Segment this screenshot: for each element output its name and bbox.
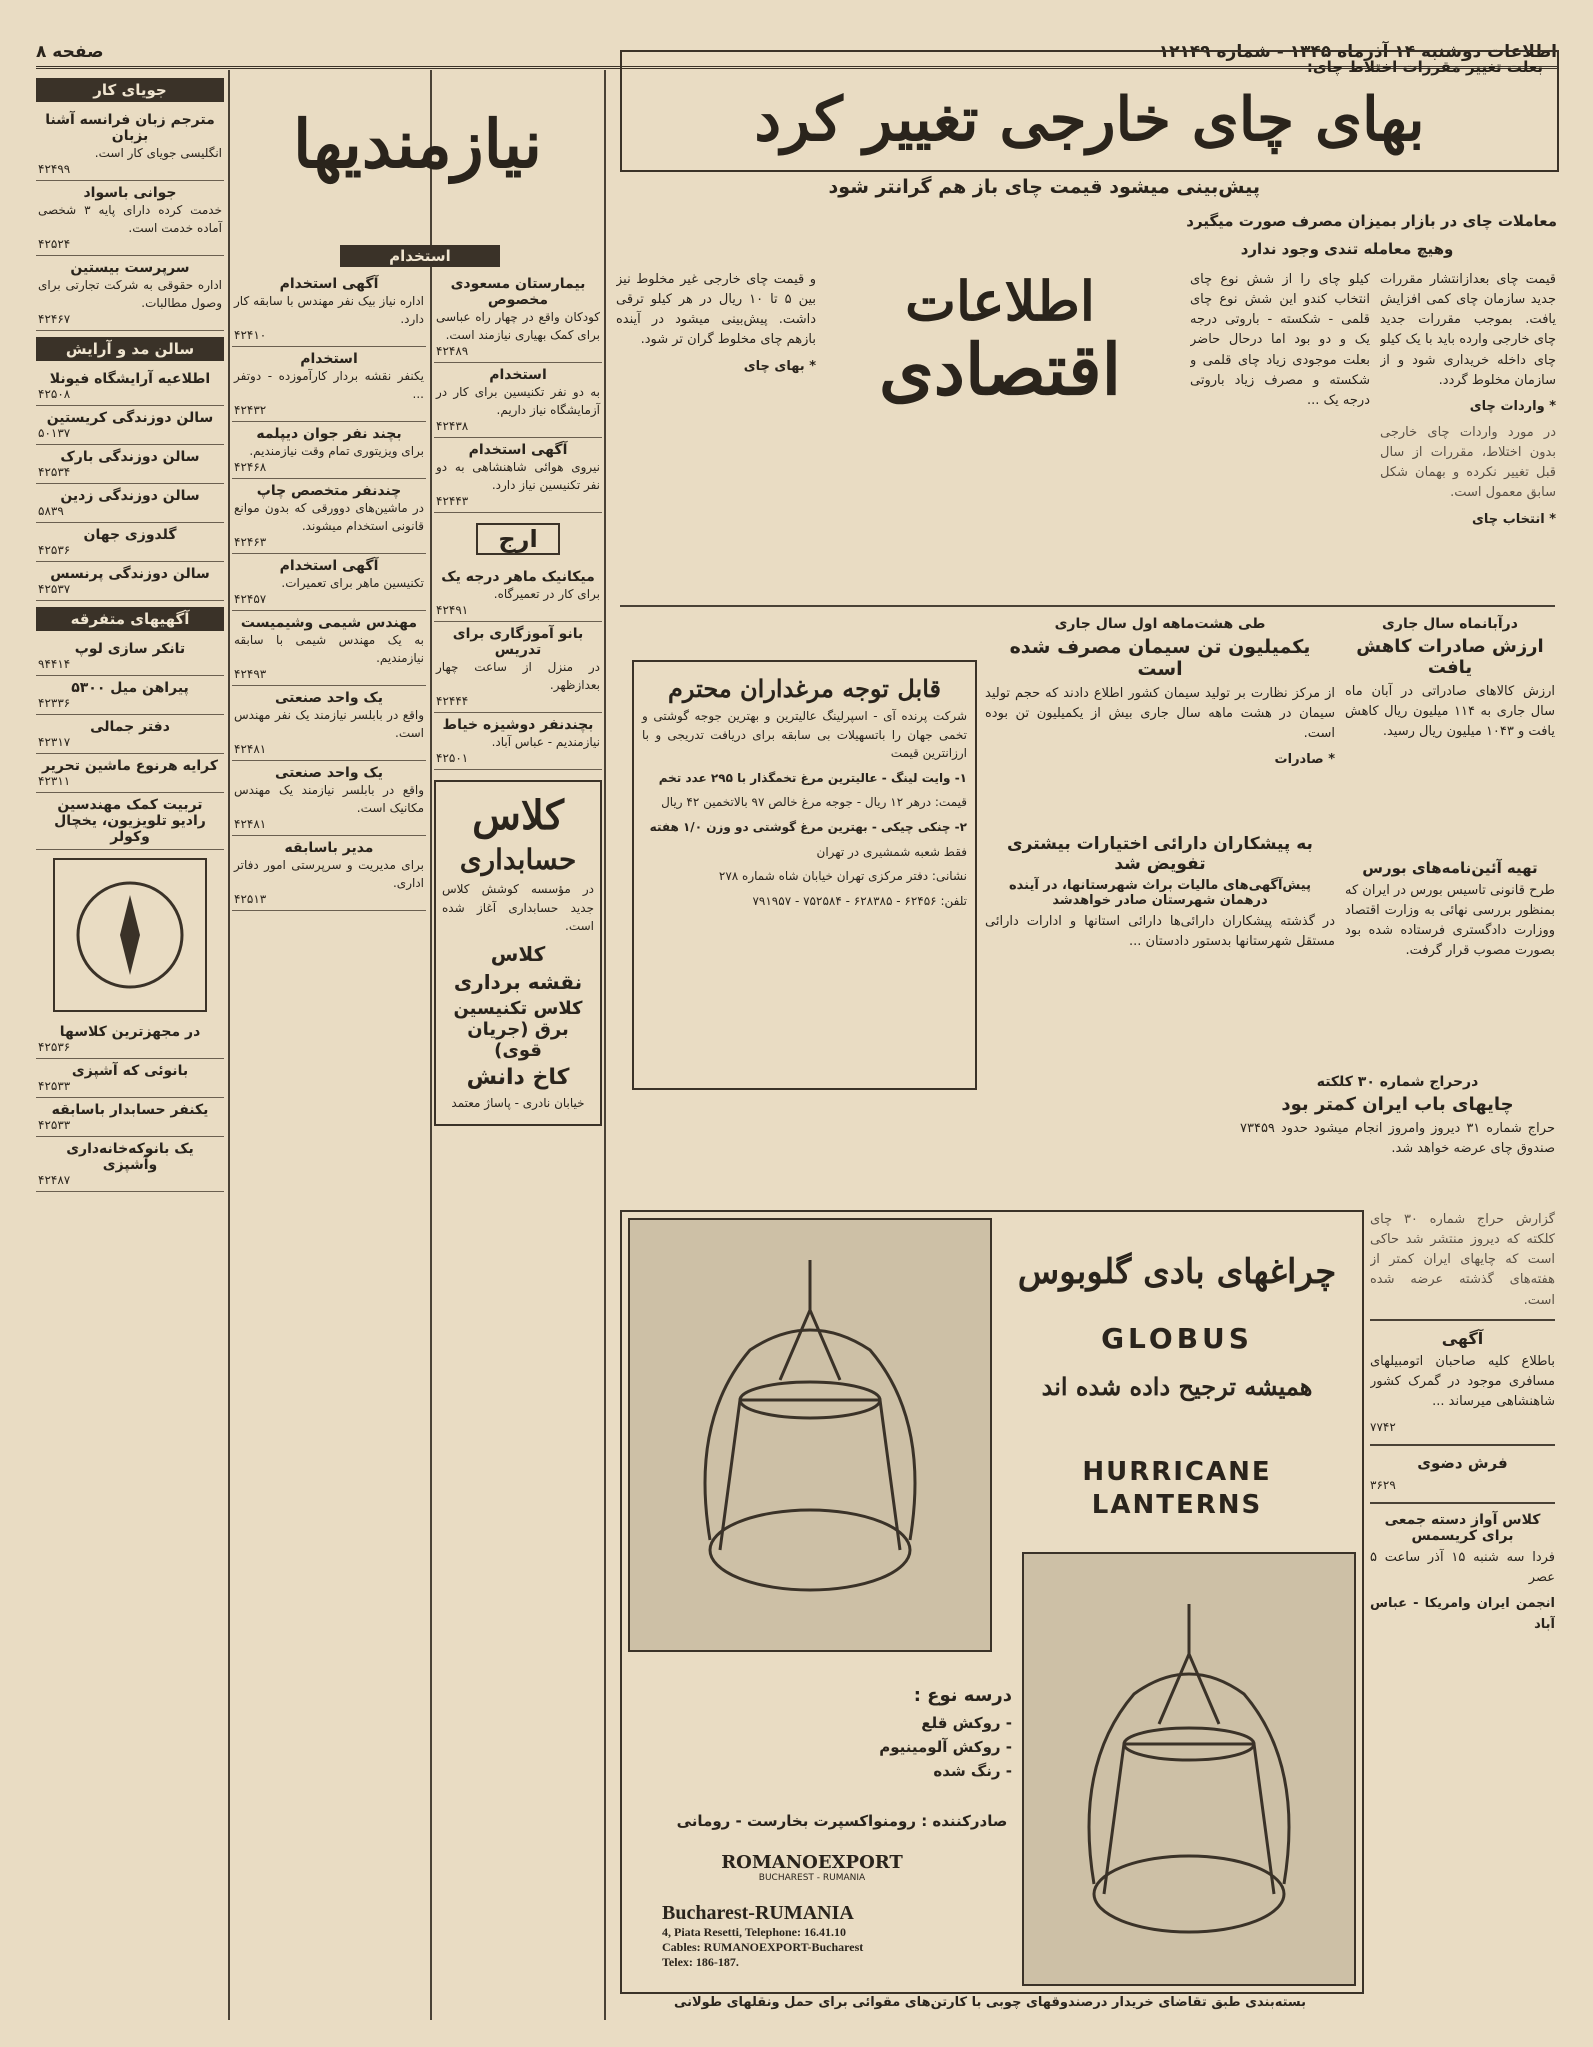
classified-ad-body: نیروی هوائی شاهنشاهی به دو نفر تکنیسین نیاز دارد. bbox=[436, 460, 600, 492]
classified-ad-number: ۴۲۳۱۷ bbox=[38, 735, 71, 749]
classified-ad bbox=[232, 611, 426, 686]
classified-ad-title: چندنفر متخصص چاپ bbox=[256, 483, 402, 499]
poultry-address: نشانی: دفتر مرکزی تهران خیابان شاه شماره ۲۷۸ bbox=[718, 869, 967, 884]
classified-ad-number: ۴۲۴۶۳ bbox=[234, 535, 267, 549]
header-paper-info: اطلاعات دوشنبه ۱۴ آذرماه ۱۳۴۵ - شماره ۱۲۱۴۹ bbox=[1158, 42, 1557, 62]
classified-ad-title: گلدوزی جهان bbox=[83, 527, 177, 543]
seekers-band: جویای کار bbox=[36, 78, 224, 102]
classified-ad-number: ۴۲۴۴۴ bbox=[436, 694, 469, 708]
globus-type-item: - روکش قلع bbox=[921, 1713, 1012, 1732]
needs-column-b bbox=[434, 272, 602, 2012]
cement-body: از مرکز نظارت بر تولید سیمان کشور اطلاع دادند که حجم تولید سیمان در هشت ماهه سال جاری بیش از یکمیلیون تن بوده است. bbox=[985, 686, 1335, 742]
classified-ad-title: بچند نفر جوان دیپلمه bbox=[256, 426, 402, 442]
lead-subhead: پیش‌بینی میشود قیمت چای باز هم گرانتر شود bbox=[828, 176, 1260, 198]
globus-telex: Telex: 186-187. bbox=[662, 1955, 739, 1969]
classified-ad-body: برای مدیریت و سرپرستی امور دفاتر اداری. bbox=[234, 858, 424, 890]
classified-ad-body: انگلیسی جویای کار است. bbox=[94, 146, 222, 160]
classified-ad-number: ۴۲۴۸۱ bbox=[234, 742, 267, 756]
classified-ad bbox=[232, 554, 426, 611]
classified-ad-title: سرپرست بیستین bbox=[70, 260, 190, 276]
poultry-ad bbox=[632, 660, 977, 1090]
classified-ad bbox=[36, 367, 224, 406]
classified-ad bbox=[36, 445, 224, 484]
classified-ad-number: ۴۲۴۹۹ bbox=[38, 162, 71, 176]
school-emblem bbox=[53, 858, 207, 1012]
poultry-note: فقط شعبه شمشیری در تهران bbox=[816, 844, 967, 859]
classified-ad-title: یک بانوکه‌خانه‌داری وآشپزی bbox=[66, 1141, 194, 1173]
globus-en-sub-1: HURRICANE bbox=[1082, 1457, 1272, 1487]
classified-ad-number: ۴۲۵۱۳ bbox=[234, 892, 267, 906]
auction-story bbox=[1240, 1070, 1555, 1200]
exports-headline: ارزش صادرات کاهش یافت bbox=[1356, 636, 1544, 678]
globus-fa-tagline: همیشه ترجیح داده شده اند bbox=[1041, 1372, 1313, 1401]
classified-ad-body: برای کار در تعمیرگاه. bbox=[493, 587, 600, 601]
classified-ad-title: بیمارستان مسعودی مخصوص bbox=[450, 276, 586, 308]
classified-ad-number: ۴۲۵۳۷ bbox=[38, 582, 71, 596]
class-body: در مؤسسه کوشش کلاس جدید حسابداری آغاز شده است. bbox=[442, 882, 594, 934]
class-title-6: کاخ دانش bbox=[466, 1064, 570, 1090]
lead-body-mid-text: کیلو چای را از شش نوع چای انتخاب کندو این شش نوع چای قلمی - شکسته - باروتی درجه یک و دو بود اما درحال حاضر بعلت موجودی زیاد چای قلمی و شکسته و مصرف زیاد باروتی درجه یک ... bbox=[1190, 272, 1370, 408]
classified-ad-body: نیازمندیم - عباس آباد. bbox=[491, 735, 600, 749]
classified-ad-title: اطلاعیه آرایشگاه فیونلا bbox=[49, 371, 211, 387]
globus-type-item: - روکش آلومینیوم bbox=[879, 1737, 1012, 1756]
classified-ad-title: آگهی استخدام bbox=[468, 442, 568, 458]
classified-ad bbox=[36, 715, 224, 754]
classified-ad-number: ۴۲۵۳۶ bbox=[38, 543, 71, 557]
classified-ad bbox=[36, 637, 224, 676]
classified-ad bbox=[36, 523, 224, 562]
classified-ad-number: ۵۸۳۹ bbox=[38, 504, 64, 518]
globus-brand: ROMANOEXPORT bbox=[721, 1852, 903, 1873]
column-rule bbox=[604, 70, 606, 2020]
classified-ad bbox=[232, 836, 426, 911]
rb-ad1-body: باطلاع کلیه صاحبان اتومبیلهای مسافری موجود در گمرک کشور شاهنشاهی میرساند ... bbox=[1370, 1353, 1555, 1409]
bourse-story bbox=[1345, 855, 1555, 1055]
bourse-body: طرح قانونی تاسیس بورس در ایران که بمنظور بررسی نهائی به وزارت اقتصاد ووزارت دادگستری فرستاده شده بود بصورت مصوب قرار گرفت. bbox=[1345, 883, 1555, 959]
cement-headline: یکمیلیون تن سیمان مصرف شده است bbox=[1009, 636, 1311, 680]
classified-ad-title: در مجهزترین کلاسها bbox=[59, 1024, 201, 1040]
column-rule bbox=[228, 70, 230, 2020]
globus-cables: Cables: RUMANOEXPORT-Bucharest bbox=[662, 1940, 864, 1954]
classified-ad bbox=[434, 363, 602, 438]
rb-ad1-number: ۷۷۴۲ bbox=[1370, 1420, 1396, 1435]
lead-body-right: قیمت چای بعدازانتشار مقررات جدید سازمان چای کمی افزایش یافت. بموجب مقررات جدید چای خارجی وارده باید با یک کیلو چای داخله خریداری شود و از سازمان مخلوط گردد. * واردات چای در مورد واردات چای خارجی بدون اختلاط، مقررات از سال قبل تغییر نکرده و بهمان شکل سابق معمول است. * انتخاب چای bbox=[1380, 270, 1556, 600]
classified-ad-number: ۴۲۴۴۳ bbox=[436, 494, 469, 508]
poultry-item-1: ۱- وایت لینگ - عالیترین مرغ تخمگذار با ۲۹۵ عدد تخم bbox=[658, 770, 967, 785]
globus-exporter: صادرکننده : رومنواکسپرت بخارست - رومانی bbox=[676, 1812, 1008, 1830]
classified-ad-body: اداره نیاز بیک نفر مهندس با سابقه کار دارد. bbox=[234, 294, 424, 326]
class-title-3: کلاس bbox=[490, 941, 546, 966]
rb-ad3-body: فردا سه شنبه ۱۵ آذر ساعت ۵ عصر bbox=[1370, 1550, 1555, 1586]
exports-body: ارزش کالاهای صادراتی در آبان ماه سال جاری به ۱۱۴ میلیون ریال کاهش یافت و ۱۰۴۳ میلیون ریال رسید. bbox=[1345, 684, 1555, 740]
lead-body-left bbox=[616, 270, 816, 510]
lantern-image bbox=[628, 1218, 992, 1652]
classified-ad-title: سالن دوزندگی کریستین bbox=[46, 410, 214, 426]
header-page-number: صفحه ۸ bbox=[36, 42, 104, 62]
classified-ad bbox=[36, 108, 224, 181]
misc-band: آگهیهای متفرقه bbox=[36, 607, 224, 631]
classified-ad-title: دفتر جمالی bbox=[90, 719, 170, 735]
classified-ad bbox=[36, 793, 224, 850]
lead-deck-2: وهیچ معامله تندی وجود ندارد bbox=[1240, 240, 1454, 258]
poultry-ad-title: قابل توجه مرغداران محترم bbox=[668, 674, 941, 703]
lead-body-left-text: و قیمت چای خارجی غیر مخلوط نیز بین ۵ تا ۱۰ ریال در هر کیلو ترقی داشت. پیش‌بینی میشود در آینده بازهم چای مخلوط گران تر شود. bbox=[616, 272, 816, 348]
lead-deck-1: معاملات چای در بازار بمیزان مصرف صورت میگیرد bbox=[1186, 212, 1557, 230]
taxes-story bbox=[985, 830, 1335, 1080]
classified-ad bbox=[434, 622, 602, 713]
lead-body-right-text: قیمت چای بعدازانتشار مقررات جدید سازمان چای کمی افزایش یافت. بموجب مقررات جدید چای خارجی وارده باید با یک کیلو چای داخله خریداری شود و از سازمان مخلوط گردد. bbox=[1380, 272, 1556, 388]
classified-ad-number: ۴۲۴۹۱ bbox=[436, 603, 469, 617]
exports-story bbox=[1345, 612, 1555, 842]
classified-ad-number: ۴۲۴۱۰ bbox=[234, 328, 267, 342]
classified-ad bbox=[232, 479, 426, 554]
class-address: خیابان نادری - پاساژ معتمد bbox=[451, 1095, 585, 1110]
lead-headline-box bbox=[620, 50, 1559, 172]
classified-ad-title: سالن دوزندگی زدین bbox=[60, 488, 200, 504]
auction-body: حراج شماره ۳۱ دیروز وامروز انجام میشود حدود ۷۳۴۵۹ صندوق چای عرضه خواهد شد. bbox=[1240, 1121, 1555, 1157]
classified-ad-title: کرایه هرنوع ماشین تحریر bbox=[41, 758, 219, 774]
classified-ad-title: بچندنفر دوشیزه خیاط bbox=[442, 717, 594, 733]
classified-ad bbox=[36, 406, 224, 445]
classified-ad-number: ۴۲۵۰۱ bbox=[436, 751, 469, 765]
auction-kicker: درحراج شماره ۳۰ کلکته bbox=[1316, 1074, 1479, 1090]
seekers-column bbox=[36, 72, 224, 2012]
classified-ad-title: سالن دوزندگی بارک bbox=[60, 449, 200, 465]
classified-ad bbox=[36, 676, 224, 715]
classified-ad bbox=[36, 256, 224, 331]
classified-ad bbox=[36, 1020, 224, 1059]
classified-ad-body: یکنفر نقشه بردار کارآموزده - دوتفر ... bbox=[234, 369, 424, 401]
bourse-headline: تهیه آئین‌نامه‌های بورس bbox=[1362, 859, 1538, 877]
classified-ad-title: یک واحد صنعتی bbox=[274, 765, 384, 781]
classified-ad-title: تربیت کمک مهندسین رادیو تلویزیون، یخچال وکولر bbox=[54, 797, 206, 845]
column-rule bbox=[430, 70, 432, 2020]
classified-ad-number: ۴۲۴۳۸ bbox=[436, 419, 469, 433]
class-ad bbox=[434, 780, 602, 1126]
classified-ad-body: واقع در بابلسر نیازمند یک نفر مهندس است. bbox=[234, 708, 424, 740]
classified-ad-number: ۴۲۳۱۱ bbox=[38, 774, 71, 788]
classified-ad-title: استخدام bbox=[489, 367, 547, 383]
classified-ad bbox=[232, 761, 426, 836]
globus-types-title: درسه نوع : bbox=[913, 1685, 1012, 1706]
classified-ad-title: یک واحد صنعتی bbox=[274, 690, 384, 706]
classified-ad-number: ۹۴۴۱۴ bbox=[38, 657, 71, 671]
classified-ad-number: ۴۲۵۳۶ bbox=[38, 1040, 71, 1054]
needs-column-a bbox=[232, 272, 426, 2012]
classified-ad bbox=[434, 713, 602, 770]
taxes-subhead: پیش‌آگهی‌های مالیات براث شهرستانها، در آینده درهمان شهرستان صادر خواهدشد bbox=[1009, 878, 1311, 908]
poultry-ad-body: شرکت پرنده آی - اسپرلینگ عالیترین و بهترین جوجه گوشتی و تخمی جهان را باتسهیلات بی سابقه برای دریافت تدریجی و با ارزانترین قیمت bbox=[642, 709, 967, 761]
classified-ad-number: ۴۲۴۵۷ bbox=[234, 592, 267, 606]
classified-ad bbox=[36, 1137, 224, 1192]
classified-ad bbox=[36, 1098, 224, 1137]
classified-ad-body: خدمت کرده دارای پایه ۳ شخصی آماده خدمت است. bbox=[38, 203, 222, 235]
classified-ad-title: مترجم زبان فرانسه آشنا بزبان bbox=[45, 112, 215, 144]
taxes-body: در گذشته پیشکاران دارائی‌ها دارائی استانها و ادارات دارائی مستقل شهرستانها بدستور دادستان ... bbox=[985, 914, 1335, 950]
globus-fa-title: چراغهای بادی گلوبوس bbox=[1017, 1252, 1337, 1292]
poultry-item-2: ۲- چنکی چیکی - بهترین مرغ گوشتی دو وزن ۱/۰ هفته bbox=[649, 819, 967, 834]
salon-band: سالن مد و آرایش bbox=[36, 337, 224, 361]
rb-ad1-title: آگهی bbox=[1441, 1328, 1484, 1348]
classified-ad-number: ۴۲۵۳۴ bbox=[38, 465, 71, 479]
classified-ad-body: واقع در بابلسر نیازمند یک مهندس مکانیک است. bbox=[234, 783, 424, 815]
classified-ad-title: جوانی باسواد bbox=[83, 185, 177, 201]
classified-ad-title: تانکر سازی لوپ bbox=[74, 641, 186, 657]
classified-ad-body: به یک مهندس شیمی با سابقه نیازمندیم. bbox=[234, 633, 424, 665]
classified-ad bbox=[36, 1059, 224, 1098]
classified-ad bbox=[434, 438, 602, 513]
class-title-5: کلاس تکنیسین برق (جریان قوی) bbox=[453, 997, 583, 1061]
classified-ad-body: برای ویزیتوری تمام وقت نیازمندیم. bbox=[249, 444, 424, 458]
cement-sub: * صادرات bbox=[1274, 752, 1335, 768]
classified-ad bbox=[232, 422, 426, 479]
classified-ad-title: استخدام bbox=[300, 351, 358, 367]
auction-headline: چایهای باب ایران کمتر بود bbox=[1281, 1094, 1514, 1115]
classified-ad-number: ۴۲۴۶۸ bbox=[234, 460, 267, 474]
classified-ad-number: ۵۰۱۳۷ bbox=[38, 426, 71, 440]
classified-ad-number: ۴۲۴۳۲ bbox=[234, 403, 267, 417]
globus-brand-sub: BUCHAREST - RUMANIA bbox=[758, 1873, 866, 1883]
class-title-4: نقشه برداری bbox=[453, 969, 583, 994]
rb-ad2-title: فرش دضوی bbox=[1417, 1454, 1508, 1473]
arj-logo: ارج bbox=[476, 523, 560, 555]
classified-ad-number: ۴۲۵۳۳ bbox=[38, 1079, 71, 1093]
classified-ad bbox=[434, 272, 602, 363]
classified-ad bbox=[36, 562, 224, 601]
classified-ad-body: در ماشین‌های دوورقی که بدون موانع قانونی استخدام میشوند. bbox=[234, 501, 424, 533]
poultry-price-1: قیمت: درهر ۱۲ ریال - جوجه مرغ خالص ۹۷ بالاتخمین ۴۲ ریال bbox=[661, 795, 967, 810]
classified-ad bbox=[36, 181, 224, 256]
globus-city: Bucharest-RUMANIA bbox=[662, 1902, 854, 1924]
lead-headline: بهای چای خارجی تغییر کرد bbox=[754, 85, 1425, 155]
logo-line-1: اطلاعات bbox=[905, 272, 1095, 333]
classified-ad bbox=[36, 484, 224, 523]
classified-ad bbox=[232, 686, 426, 761]
taxes-headline: به پیشکاران دارائی اختیارات بیشتری تفویض شد bbox=[1007, 834, 1313, 874]
lead-kicker: بعلت تغییر مقررات اختلاط چای: bbox=[1306, 58, 1543, 76]
right-bottom-ads: گزارش حراج شماره ۳۰ چای کلکته که دیروز منتشر شد حاکی است که چایهای ایران کمتر از هفته‌های گذشته عرضه شده است. آگهی باطلاع کلیه صاحبان اتومبیلهای مسافری موجود در گمرک کشور شاهنشاهی میرساند ... ۷۷۴۲ فرش دضوی ۳۶۲۹ کلاس آواز دسته جمعی برای کریسمس فردا سه شنبه ۱۵ آذر ساعت ۵ عصر انجمن ایران وامریکا - عباس آباد bbox=[1370, 1210, 1555, 2010]
cement-story bbox=[985, 612, 1335, 842]
classified-ad-number: ۴۲۳۳۶ bbox=[38, 696, 71, 710]
class-title-2: حسابداری bbox=[459, 843, 577, 876]
classified-ad-title: مدیر باسابقه bbox=[284, 840, 374, 856]
classified-ad-body: کودکان واقع در چهار راه عباسی برای کمک بهیاری نیازمند است. bbox=[436, 310, 600, 342]
globus-type-item: - رنگ شده bbox=[933, 1761, 1012, 1780]
globus-en-sub-2: LANTERNS bbox=[1091, 1490, 1263, 1520]
classified-ad bbox=[232, 347, 426, 422]
lead-sub-select: * انتخاب چای bbox=[1472, 511, 1556, 527]
classified-ad-body: در منزل از ساعت چهار بعدازظهر. bbox=[436, 660, 600, 692]
classified-ad-number: ۴۲۴۸۱ bbox=[234, 817, 267, 831]
classified-ad-title: پیراهن میل ۵۳۰۰ bbox=[71, 680, 189, 696]
classified-ad bbox=[36, 754, 224, 793]
romanoexport-logo bbox=[662, 1852, 962, 1883]
classified-ad bbox=[232, 272, 426, 347]
classified-ad bbox=[434, 565, 602, 622]
class-title: کلاس bbox=[472, 792, 564, 839]
classified-ad-body: به دو نفر تکنیسین برای کار در آزمایشگاه نیاز داریم. bbox=[436, 385, 600, 417]
globus-address-block bbox=[662, 1902, 1022, 1970]
classified-ad-number: ۴۲۵۰۸ bbox=[38, 387, 71, 401]
lead-sub-imports: * واردات چای bbox=[1469, 398, 1556, 414]
logo-line-2: اقتصادی bbox=[878, 328, 1122, 412]
needs-band: استخدام bbox=[340, 245, 500, 267]
poultry-phones: تلفن: ۶۲۴۵۶ - ۶۲۸۳۸۵ - ۷۵۲۵۸۴ - ۷۹۱۹۵۷ bbox=[752, 893, 967, 908]
globus-types bbox=[822, 1682, 1012, 1783]
lantern-image bbox=[1022, 1552, 1356, 1986]
classified-ad-number: ۴۲۵۳۳ bbox=[38, 1118, 71, 1132]
rb-ad3-title: کلاس آواز دسته جمعی برای کریسمس bbox=[1384, 1512, 1541, 1545]
classified-ad-number: ۴۲۴۶۷ bbox=[38, 312, 71, 326]
classified-ad-body: اداره حقوقی به شرکت تجارتی برای وصول مطالبات. bbox=[38, 278, 222, 310]
classified-ad-number: ۴۲۴۸۹ bbox=[436, 344, 469, 358]
classified-ad-title: سالن دوزندگی پرنسس bbox=[50, 566, 210, 582]
classified-ad-title: یکنفر حسابدار باسابقه bbox=[51, 1102, 209, 1118]
globus-addr: 4, Piata Resetti, Telephone: 16.41.10 bbox=[662, 1925, 846, 1939]
classified-ad-title: مهندس شیمی وشیمیست bbox=[240, 615, 418, 631]
classified-ad-number: ۴۲۵۲۴ bbox=[38, 237, 71, 251]
classified-ad-title: میکانیک ماهر درجه یک bbox=[441, 569, 595, 585]
cement-kicker: طی هشت‌ماهه اول سال جاری bbox=[1054, 616, 1266, 632]
globus-footer: بسته‌بندی طبق تقاضای خریدار درصندوقهای چوبی با کارتن‌های مقوائی برای حمل ونقلهای طولانی bbox=[673, 1995, 1307, 2010]
rb-ad3-org: انجمن ایران وامریکا - عباس آباد bbox=[1370, 1596, 1555, 1632]
classified-ad-title: آگهی استخدام bbox=[279, 558, 379, 574]
globus-ad bbox=[620, 1210, 1364, 1994]
classified-ad-number: ۴۲۴۸۷ bbox=[38, 1173, 71, 1187]
classified-ad-title: بانوئی که آشپزی bbox=[71, 1063, 189, 1079]
classified-ad-title: بانو آموزگاری برای تدریس bbox=[452, 626, 584, 658]
classified-ad-number: ۴۲۴۹۳ bbox=[234, 667, 267, 681]
exports-kicker: درآبانماه سال جاری bbox=[1382, 616, 1518, 632]
lead-body-mid bbox=[1190, 270, 1370, 590]
ettelaat-eghtesadi-logo bbox=[820, 272, 1180, 442]
classified-ad-title: آگهی استخدام bbox=[279, 276, 379, 292]
needs-title: نیازمندیها bbox=[292, 105, 543, 183]
classified-ad-body: تکنیسین ماهر برای تعمیرات. bbox=[281, 576, 424, 590]
lead-sub-price: * بهای چای bbox=[743, 358, 816, 374]
globus-en-title: GLOBUS bbox=[1101, 1322, 1253, 1355]
rb-ad2-number: ۳۶۲۹ bbox=[1370, 1478, 1396, 1493]
